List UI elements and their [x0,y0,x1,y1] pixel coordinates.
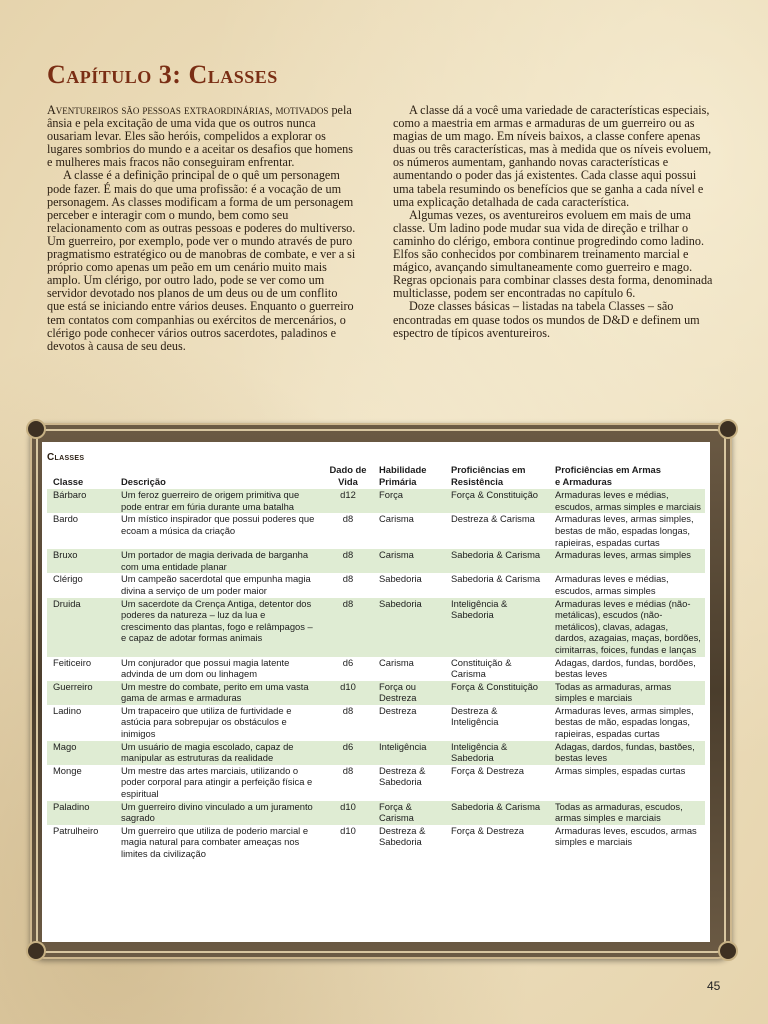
cell-dado: d10 [340,824,356,836]
cell-dado: d6 [321,741,373,765]
cell-armas: Armaduras leves, armas simples, bestas de mão, espadas longas, rapieiras, espadas curtas [555,704,694,740]
cell-habilidade: Sabedoria [373,598,445,657]
cell-habilidade: Carisma [373,549,445,573]
cell-resistencia: Destreza & Carisma [451,513,535,525]
frame-corner-ornament [26,419,46,439]
cell-resistencia: Sabedoria & Carisma [445,549,549,573]
table-row [47,513,705,549]
cell-armas: Armas simples, espadas curtas [555,764,686,776]
table-header-row [47,464,705,489]
cell-descricao: Um trapaceiro que utiliza de furtividade e astúcia para sobrepujar os obstáculos e inimigos [121,704,292,740]
cell-resistencia: Constituição & Carisma [451,656,512,680]
header-classe: Classe [53,475,84,487]
cell-descricao: Um campeão sacerdotal que empunha magia divina a serviço de um poder maior [121,573,311,596]
cell-habilidade: Carisma [379,656,414,668]
cell-armas: Armaduras leves e médias (não-metálicas), escudos (não-metálicos), clavas, adagas, dardos, azagaias, maças, bordões, cimitarras, foices, fundas e lanças [549,598,705,657]
cell-classe: Guerreiro [47,681,115,705]
cell-armas: Todas as armaduras, armas simples e marciais [549,681,705,705]
paragraph-text: pela ânsia e pela excitação de uma vida que os outros nunca ousariam levar. Eles são heróis, compelidos a explorar os lugares sombrios do mundo e a aceitar os desafios que homens e mulheres mais fracos não conseguiram enfrentar. [47,103,353,170]
cell-dado: d8 [321,549,373,573]
cell-descricao: Um mestre do combate, perito em uma vasta gama de armas e armaduras [115,681,321,705]
header-habilidade-primaria: Habilidade Primária [379,464,427,487]
page-number: 45 [707,979,721,993]
table-row [47,741,705,765]
cell-armas: Todas as armaduras, escudos, armas simples e marciais [549,801,705,825]
cell-habilidade: Sabedoria [379,573,422,585]
cell-resistencia: Força & Destreza [451,764,524,776]
cell-habilidade: Força ou Destreza [373,681,445,705]
cell-armas: Adagas, dardos, fundas, bastões, bestas leves [549,741,705,765]
paragraph: Algumas vezes, os aventureiros evoluem em mais de uma classe. Um ladino pode mudar sua vida de direção e trilhar o caminho do clérigo, embora continue progredindo como ladino. Elfos são conhecidos por combinarem treinamento marcial e mágico, avançando simultaneamente como guerreiro e mago. Regras opcionais para combinar classes desta forma, denominada multiclasse, podem ser encontradas no capítulo 6. [393,207,713,301]
lead-in: Aventureiros são pessoas extraordinárias, motivados [47,103,329,117]
table-row [47,825,705,861]
cell-classe: Monge [53,764,82,776]
cell-descricao: Um místico inspirador que possui poderes que ecoam a música da criação [121,513,315,536]
cell-dado: d12 [321,489,373,513]
cell-resistencia: Sabedoria & Carisma [451,573,541,585]
cell-descricao: Um portador de magia derivada de barganha com uma entidade planar [115,549,321,573]
frame-corner-ornament [718,419,738,439]
left-text-column [47,104,357,353]
paragraph: Doze classes básicas – listadas na tabela Classes – são encontradas em quase todos os mundos de D&D e definem um espectro de típicos aventureiros. [393,299,700,340]
cell-classe: Bárbaro [47,489,115,513]
cell-habilidade: Inteligência [373,741,445,765]
cell-dado: d10 [321,801,373,825]
cell-descricao: Um usuário de magia escolado, capaz de manipular as estruturas da realidade [115,741,321,765]
cell-classe: Clérigo [53,573,83,585]
header-descricao: Descrição [121,475,166,487]
cell-habilidade: Força & Carisma [373,801,445,825]
cell-resistencia: Inteligência & Sabedoria [445,741,549,765]
header-dado-de-vida: Dado de Vida [329,464,367,487]
cell-dado: d10 [321,681,373,705]
paragraph: A classe é a definição principal de o quê um personagem pode fazer. É mais do que uma profissão: é a vocação de um personagem. As classes modificam a forma de um personagem perceber e interagir com o mundo, bem como seu relacionamento com as outras pessoas e poderes do multiverso. Um guerreiro, por exemplo, pode ver o mundo através de puro pragmatismo estratégico ou de manobras de combate, e ver a si próprio como apenas um peão em um cenário muito mais amplo. Um clérigo, por outro lado, pode se ver como um servidor devotado nos planos de um deus ou de um conflito que está se iniciando entre vários deuses. Enquanto o guerreiro tem contatos com companhias ou exércitos de mercenários, o clérigo pode conhecer vários outros sacerdotes, paladinos e devotos à causa de seu deus. [47,168,356,353]
cell-classe: Paladino [47,801,115,825]
frame-corner-ornament [26,941,46,961]
cell-armas: Armaduras leves, escudos, armas simples e marciais [555,824,697,848]
cell-classe: Mago [47,741,115,765]
cell-classe: Ladino [53,704,82,716]
table-row [47,801,705,825]
right-text-column [393,104,715,340]
frame-corner-ornament [718,941,738,961]
table-row [47,489,705,513]
table-row [47,598,705,657]
cell-descricao: Um feroz guerreiro de origem primitiva que pode entrar em fúria durante uma batalha [115,489,321,513]
cell-classe: Patrulheiro [53,824,99,836]
cell-armas: Armaduras leves e médias, escudos, armas simples e marciais [549,489,705,513]
header-proficiencias-resistencia: Proficiências em Resistência [451,464,526,487]
cell-habilidade: Destreza & Sabedoria [379,824,426,848]
cell-dado: d8 [321,598,373,657]
paragraph: A classe dá a você uma variedade de características especiais, como a maestria em armas e armaduras de um guerreiro ou as magias de um mago. Em níveis baixos, a classe confere apenas duas ou três características, mas à medida que os níveis evoluem, os números aumentam, ganhando novas características e aumentando o poder das já existentes. Cada classe aqui possui uma tabela resumindo os benefícios que se ganha a cada nível e uma explicação detalhada de cada característica. [393,103,712,209]
chapter-title: Capítulo 3: Classes [47,60,278,89]
classes-table [47,464,705,861]
cell-classe: Bruxo [47,549,115,573]
cell-dado: d8 [342,513,354,525]
cell-dado: d8 [342,704,354,716]
cell-habilidade: Carisma [379,513,414,525]
cell-resistencia: Destreza & Inteligência [451,704,499,728]
cell-classe: Bardo [53,513,79,525]
cell-resistencia: Sabedoria & Carisma [445,801,549,825]
cell-resistencia: Força & Constituição [445,681,549,705]
cell-resistencia: Inteligência & Sabedoria [445,598,549,657]
cell-descricao: Um guerreiro que utiliza de poderio marcial e magia natural para combater ameaças nos limites da civilização [121,824,309,859]
cell-classe: Feiticeiro [53,656,92,668]
cell-dado: d8 [342,764,354,776]
table-row [47,765,705,801]
table-row [47,681,705,705]
table-row [47,549,705,573]
cell-classe: Druida [47,598,115,657]
table-title: Classes [47,452,85,463]
cell-armas: Armaduras leves, armas simples, bestas de mão, espadas longas, rapieiras, espadas curtas [555,513,694,548]
paragraph [47,104,357,169]
cell-armas: Armaduras leves e médias, escudos, armas simples [555,573,669,596]
table-row [47,705,705,741]
cell-descricao: Um guerreiro divino vinculado a um juramento sagrado [115,801,321,825]
cell-dado: d8 [342,573,354,585]
cell-descricao: Um mestre das artes marciais, utilizando o poder corporal para atingir a perfeição física e espiritual [121,764,313,800]
cell-resistencia: Força & Destreza [451,824,524,836]
cell-dado: d6 [342,656,354,668]
cell-habilidade: Destreza & Sabedoria [379,764,426,788]
cell-descricao: Um sacerdote da Crença Antiga, detentor dos poderes da natureza – luz da lua e crescimento das plantas, fogo e relâmpagos – e capaz de adotar formas animais [115,598,321,657]
cell-armas: Adagas, dardos, fundas, bordões, bestas leves [555,656,696,680]
cell-habilidade: Força [373,489,445,513]
cell-habilidade: Destreza [379,704,417,716]
cell-resistencia: Força & Constituição [445,489,549,513]
table-row [47,657,705,681]
table-row [47,573,705,597]
cell-descricao: Um conjurador que possui magia latente advinda de um dom ou linhagem [121,656,290,680]
header-proficiencias-armas: Proficiências em Armas e Armaduras [555,464,661,487]
cell-armas: Armaduras leves, armas simples [549,549,705,573]
